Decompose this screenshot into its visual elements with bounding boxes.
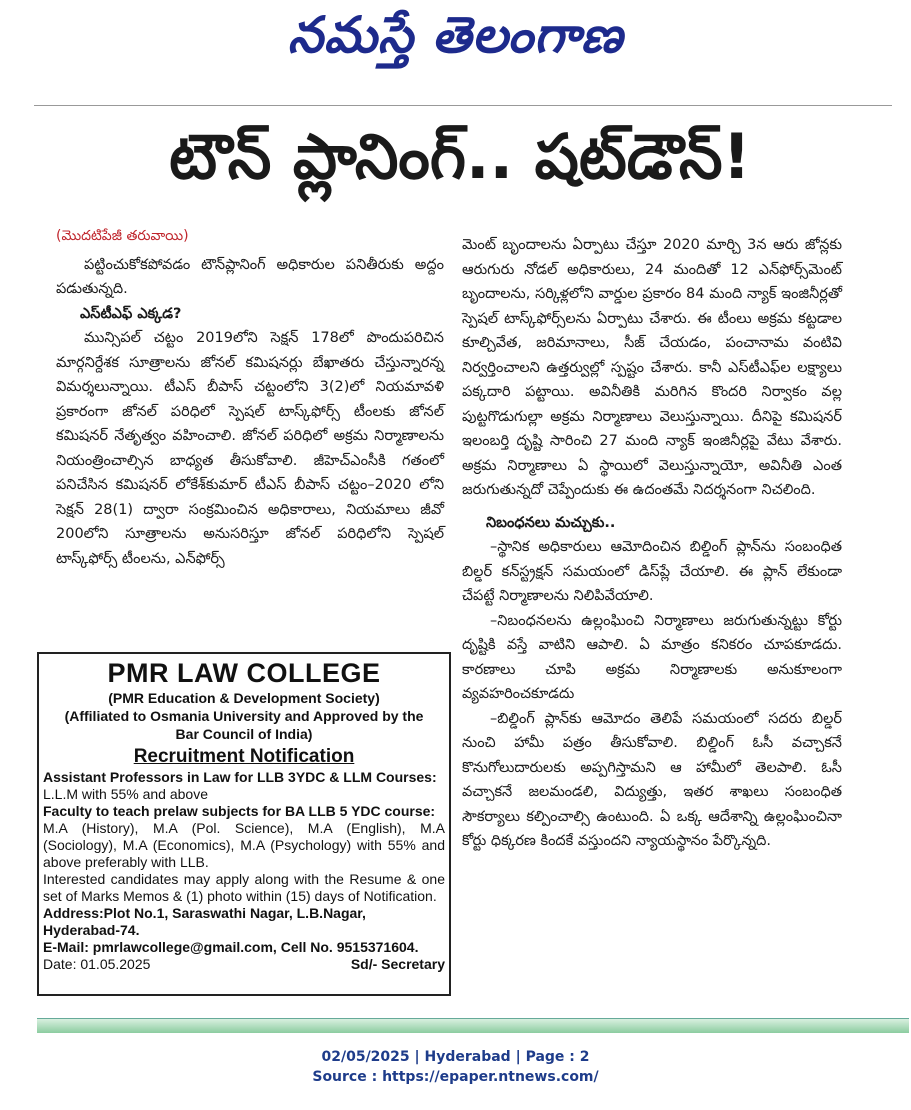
ad-line: Assistant Professors in Law for LLB 3YDC & LLM Courses:: [43, 769, 437, 785]
continued-label: (మొదటిపేజీ తరువాయి): [56, 228, 189, 244]
recruitment-advertisement: [37, 652, 451, 996]
article-paragraph: మెంట్ బృందాలను ఏర్పాటు చేస్తూ 2020 మార్చి 3న ఆరు జోన్లకు ఆరుగురు నోడల్ అధికారులు, 24 మందితో 12 ఎన్‌ఫోర్స్‌మెంట్ బృందాలను, సర్కిళ్లలోని వార్డుల ప్రకారం 84 మంది న్యాక్ ఇంజినీర్లతో స్పెషల్ టాస్క్‌ఫోర్స్‌లను ఏర్పాటు చేశారు. ఈ టీంలు అక్రమ కట్టడాల కూల్చివేత, జరిమానాలు, సీజ్ చేయడం, పంచానామ వంటివి నిర్వర్తించాలని ఉత్తర్వుల్లో స్పష్టం చేశారు. కానీ ఎస్‌టీఎఫ్‌ల లక్ష్యాలు పక్కదారి పట్టాయి. అవినీతికి మరిగిన కొందరి నిర్వాకం వల్ల పుట్టగొడుగుల్లా అక్రమ నిర్మాణాలు వెలుస్తున్నాయి. దీనిపై కమిషనర్ ఇలంబర్తి దృష్టి సారించి 27 మంది న్యాక్ ఇంజినీర్లపై వేటు వేశారు. అక్రమ నిర్మాణాలు ఏ స్థాయిలో వెలుస్తున్నాయో, అవినీతి ఎంత జరుగుతున్నదో చెప్పేందుకు ఈ ఉదంతమే నిదర్శనంగా నిచలింది.: [462, 237, 842, 498]
rules-item: –నిబంధనలను ఉల్లంఘించి నిర్మాణాలు జరుగుతున్నట్టు కోర్టు దృష్టికి వస్తే వాటిని ఆపాలి. ఏ మాత్రం కనికరం చూపకూడదు. కారణాలు చూపి అక్రమ నిర్మాణాలకు అనుకూలంగా వ్యవహరించకూడదు: [462, 612, 842, 702]
ad-society: (PMR Education & Development Society): [108, 690, 380, 706]
footer-dateline: 02/05/2025 | Hyderabad | Page : 2: [321, 1049, 590, 1065]
article-right-column: [462, 233, 842, 854]
article-paragraph: మున్సిపల్ చట్టం 2019లోని సెక్షన్ 178లో పొందుపరిచిన మార్గనిర్దేశక సూత్రాలను జోనల్ కమిషనర్లు బేఖాతరు చేస్తున్నారన్న విమర్శలున్నాయి. టీఎస్ బీపాస్ చట్టంలోని 3(2)లో నియమావళి ప్రకారంగా జోనల్ పరిధిలో స్పెషల్ టాస్క్‌ఫోర్స్ టీంలకు జోనల్ కమిషనర్ నేతృత్వం వహించాలి. జోనల్ పరిధిలో అక్రమ నిర్మాణాలను నియంత్రించాల్సిన బాధ్యత తీసుకోవాలి. జీహెచ్‌ఎంసీకి గతంలో పనిచేసిన కమిషనర్ లోకేశ్‌కుమార్ టీఎస్ బీపాస్ చట్టం–2020 లోని సెక్షన్ 28(1) ద్వారా సంక్రమించిన అధికారాలు, నియమాలు జీవో 200లోని సూత్రాలను అనుసరిస్తూ జోనల్ పరిధిలోని స్పెషల్ టాస్క్‌ఫోర్స్ టీంలను, ఎన్‌ఫోర్స్: [56, 330, 444, 567]
article-left-column: [56, 224, 444, 571]
rules-item: –బిల్డింగ్ ప్లాన్‌కు ఆమోదం తెలిపే సమయంలో సదరు బిల్డర్ నుంచి హామీ పత్రం తీసుకోవాలి. బిల్డింగ్ ఓసీ వచ్చాకనే కొనుగోలుదారులకు అప్పగిస్తామని ఆ హామీలో తెలపాలి. ఓసీ వచ్చాకనే జలమండలి, విద్యుత్తు, ఇతర శాఖలు సంబంధిత సౌకర్యాలు కల్పించాల్సి ఉంటుంది. ఏ ఒక్క ఆదేశాన్ని ఉల్లంఘించినా కోర్టు ధిక్కరణ కిందకే వస్తుందని న్యాయస్థానం పేర్కొన్నది.: [462, 710, 842, 849]
ad-email: E-Mail: pmrlawcollege@gmail.com, Cell No. 9515371604.: [43, 939, 419, 955]
ad-affiliation: (Affiliated to Osmania University and Approved by the: [64, 708, 424, 724]
footer-source: Source : https://epaper.ntnews.com/: [312, 1069, 599, 1085]
ad-line: M.A (History), M.A (Pol. Science), M.A (English), M.A (Sociology), M.A (Economics), M.A (Psychology) with 55% and above preferably with LLB.: [43, 820, 445, 870]
rules-item: –స్థానిక అధికారులు ఆమోదించిన బిల్డింగ్ ప్లాన్‌ను సంబంధిత బిల్డర్ కన్‌స్ట్రక్షన్ సమయంలో డిస్‌ప్లే చేయాలి. ఈ ప్లాన్ లేకుండా చేపట్టే నిర్మాణాలను నిలిపివేయాలి.: [462, 539, 842, 604]
ad-line: L.L.M with 55% and above: [43, 786, 208, 802]
article-paragraph: పట్టించుకోకపోవడం టౌన్‌ప్లానింగ్ అధికారుల పనితీరుకు అద్దం పడుతున్నది.: [56, 256, 444, 297]
ad-affiliation: Bar Council of India): [175, 726, 313, 742]
bottom-ad-strip: [37, 1018, 909, 1033]
ad-date: Date: 01.05.2025: [43, 956, 151, 972]
masthead-divider: [34, 105, 892, 106]
ad-college-title: PMR LAW COLLEGE: [107, 658, 381, 688]
ad-recruitment-heading: Recruitment Notification: [133, 746, 355, 767]
page-footer: [0, 1047, 911, 1087]
article-headline: టౌన్ ప్లానింగ్.. షట్‌డౌన్!: [169, 120, 751, 193]
ad-body: [39, 769, 449, 956]
article-subhead: ఎస్‌టీఎఫ్ ఎక్కడ?: [80, 305, 182, 322]
article-subhead: నిబంధనలు మచ్చుకు..: [486, 514, 616, 531]
ad-line: Interested candidates may apply along with the Resume & one set of Marks Memos & (1) photo within (15) days of Notification.: [43, 871, 445, 904]
ad-footer: [39, 956, 449, 972]
ad-line: Faculty to teach prelaw subjects for BA LLB 5 YDC course:: [43, 803, 436, 819]
ad-signature: Sd/- Secretary: [350, 956, 445, 972]
newspaper-masthead: నమస్తే తెలంగాణ: [287, 6, 624, 64]
ad-address: Address:Plot No.1, Saraswathi Nagar, L.B.Nagar, Hyderabad-74.: [43, 905, 366, 938]
